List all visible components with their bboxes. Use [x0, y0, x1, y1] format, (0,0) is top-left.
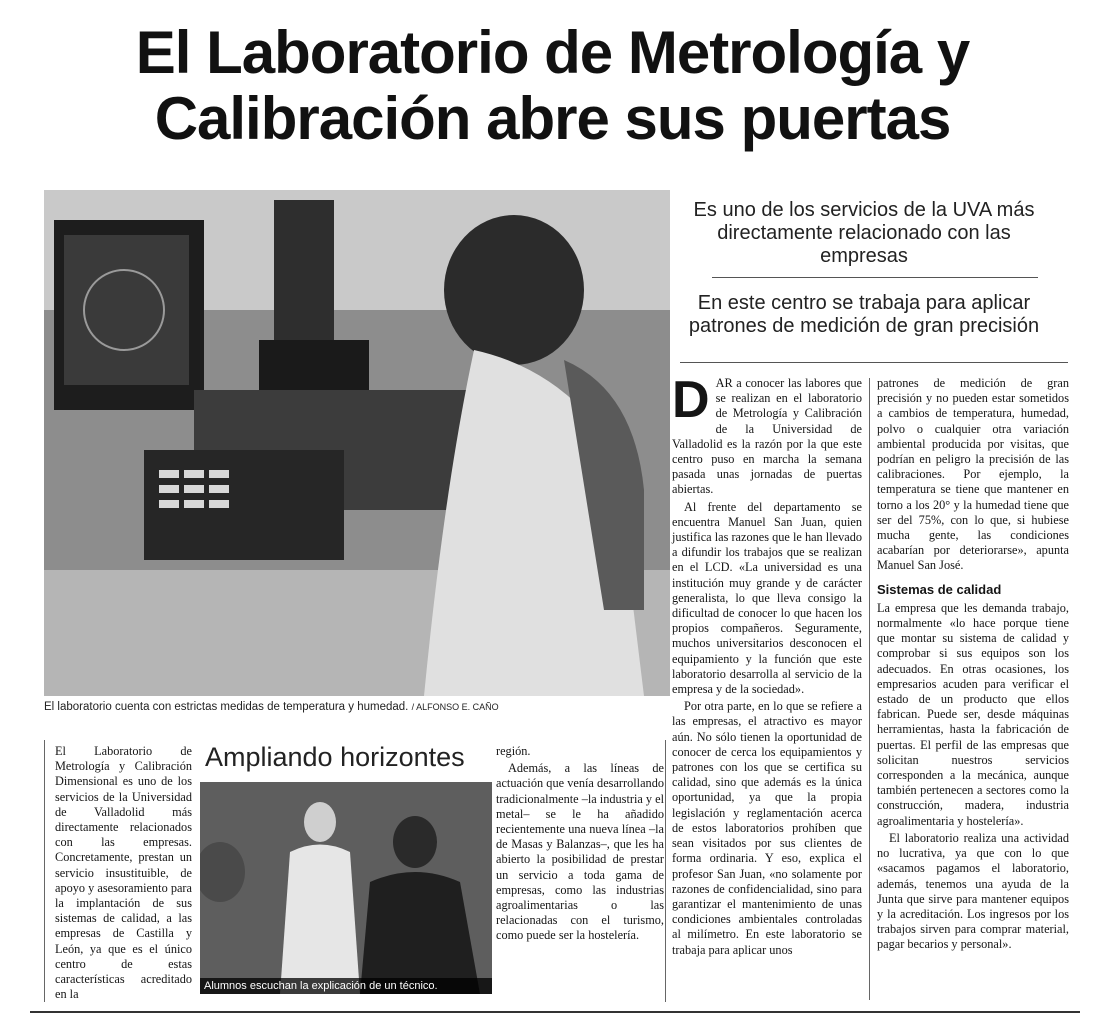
headline: [0, 20, 1105, 152]
photo-credit: / ALFONSO E. CAÑO: [411, 702, 499, 712]
sidebar-paragraph: Además, a las líneas de actuación que venía desarrollando tradicionalmente –la industria y el metal– se le ha añadido recientemente una nueva línea –la de Masas y Balanzas–, que les ha abierto la posibilidad de prestar un servicio a toda gama de empresas, como las industrias agroalimentarias o las relacionadas con el turismo, como puede ser la hostelería.: [496, 761, 665, 943]
dropcap: D: [672, 371, 710, 429]
sidebar-photo: [200, 782, 492, 994]
article-paragraph: La empresa que les demanda trabajo, normalmente «lo hace porque tiene que montar su sistema de calidad y comprobar si sus equipos son los adecuados. En otras ocasiones, los empresarios acuden para verificar el estado de un producto que ellos fabrican. Puede ser, desde máquinas herramientas, hasta la fabricación de puertas. El perfil de las empresas que solicitan nuestros servicios corresponden a la mecánica, aunque también pertenecen a sectores como la construcción, madera, industria agroalimentaria y hostelería».: [877, 600, 1069, 828]
article-paragraph-text: AR a conocer las labores que se realizan en el laboratorio de Metrología y Calibración de la Universidad de Valladolid es la razón por la que este centro puso en marcha la semana pasada unas jornadas de puertas abiertas.: [672, 376, 862, 497]
deck-divider: [712, 277, 1038, 278]
sidebar-title: Ampliando horizontes: [205, 742, 465, 772]
sidebar-right-border: [665, 740, 666, 1002]
deck-bottom-rule: [680, 362, 1068, 363]
main-photo: [44, 190, 670, 696]
photo-caption-text: El laboratorio cuenta con estrictas medidas de temperatura y humedad.: [44, 701, 409, 713]
article-paragraph: El laboratorio realiza una actividad no lucrativa, ya que con lo que «sacamos pagamos el laboratorio, además, tenemos una ayuda de la Junta que sirve para mantener equipos y la acreditación. Los ingresos por los trabajos sirven para comprar material, pagar becarios y personal».: [877, 830, 1069, 952]
article-paragraph: Por otra parte, en lo que se refiere a las empresas, el atractivo es mayor aún. No sólo tienen la oportunidad de conocer de cerca los equipamientos y patrones con los que se certifica su calidad, sino que además es la única oportunidad, ya que la propia legislación y reglamentación acerca de estos laboratorios prohíben que sean visitados por sus clientes de forma ordinaria. Y eso, explica el profesor San Juan, «no solamente por razones de confidencialidad, sino para garantizar el mantenimiento de unas condiciones ambientales controladas al milímetro. En este laboratorio se trabaja para aplicar unos: [672, 699, 862, 957]
article-column-1: [672, 371, 862, 960]
deck-2: En este centro se trabaja para aplicar patrones de medición de gran precisión: [688, 292, 1040, 337]
article-paragraph: patrones de medición de gran precisión y no pueden estar sometidos a cambios de temperatura, humedad, polvo o cualquier otra variación ambiental producida por visitas, que podrían en peligro la precisión de las calibraciones. Por ejemplo, la temperatura se tiene que mantener en torno a los 20° y la humedad tiene que ser del 75%, con lo que, si hubiese mucha gente, las condiciones acabarían por deteriorarse», apunta Manuel San José.: [877, 376, 1069, 573]
deck-1: Es uno de los servicios de la UVA más directamente relacionado con las empresas: [693, 199, 1035, 267]
page-bottom-rule: [30, 1011, 1080, 1013]
photo-caption: [44, 701, 670, 713]
students-scene-illustration: [200, 782, 492, 994]
article-paragraph: Al frente del departamento se encuentra Manuel San Juan, quien justifica las razones que le han llevado a difundir los trabajos que se realizan en el LCD. «La universidad es una institución muy grande y de carácter generalista, lo que lleva consigo la dificultad de conocer lo que hacen los propios compañeros. Seguramente, muchos universitarios desconocen el equipamiento y la función que este laboratorio desarrolla al servicio de la empresa y de la sociedad».: [672, 499, 862, 697]
lab-scene-illustration: [44, 190, 670, 696]
sidebar-column-left: [55, 744, 192, 1004]
sidebar-paragraph: El Laboratorio de Metrología y Calibración Dimensional es uno de los servicios de la Universidad de Valladolid más directamente relacionados con las empresas. Concretamente, prestan un servicio insustituible, de apoyo y asesoramiento para la implantación de sus sistemas de calidad, a las empresas de Castilla y León, ya que es el único centro de estas características acreditado en la: [55, 744, 192, 1002]
sidebar-paragraph: región.: [496, 744, 531, 758]
column-divider: [869, 378, 870, 1000]
sidebar-column-right: [496, 744, 664, 946]
article-paragraph: [672, 371, 862, 498]
subhead: Sistemas de calidad: [877, 581, 1002, 597]
article-column-2: [877, 376, 1069, 955]
headline-line-1: El Laboratorio de Metrología y: [135, 19, 970, 86]
headline-line-2: Calibración abre sus puertas: [154, 85, 951, 152]
sidebar-left-border: [44, 740, 45, 1002]
sidebar-photo-caption: Alumnos escuchan la explicación de un técnico.: [200, 978, 492, 994]
